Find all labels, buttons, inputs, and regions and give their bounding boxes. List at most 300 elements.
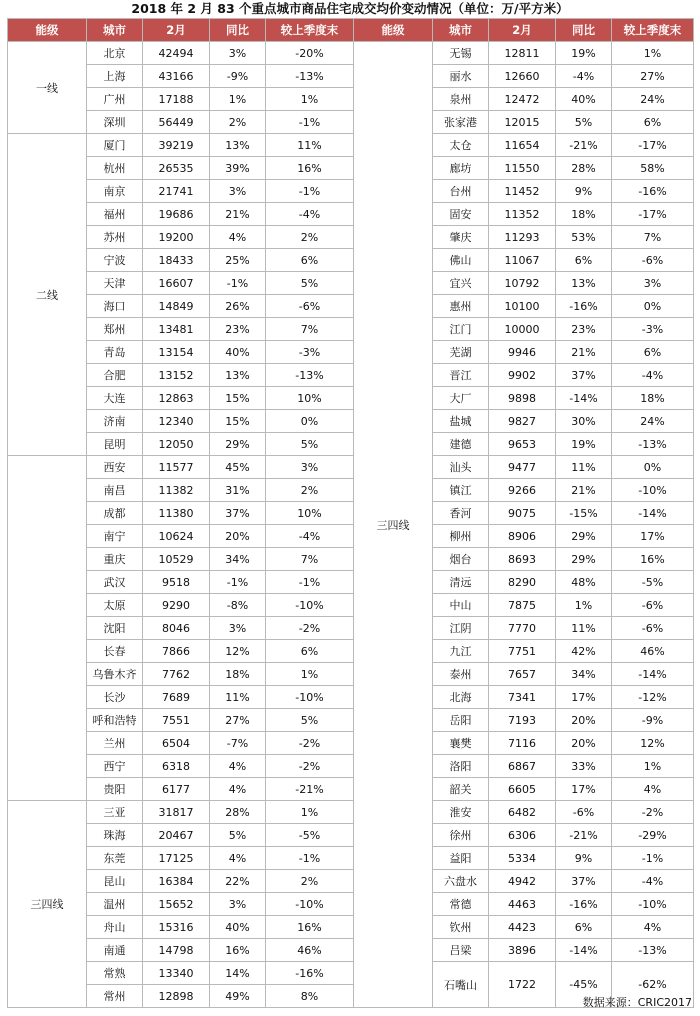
feb-price-cell: 4463 bbox=[489, 893, 556, 916]
table-row bbox=[8, 203, 694, 226]
header-feb-right: 2月 bbox=[489, 19, 556, 42]
yoy-change-cell: 21% bbox=[556, 479, 612, 502]
table-row bbox=[8, 111, 694, 134]
city-cell: 益阳 bbox=[433, 847, 489, 870]
yoy-change-cell: 28% bbox=[556, 157, 612, 180]
table-row bbox=[8, 732, 694, 755]
city-cell: 沈阳 bbox=[87, 617, 143, 640]
yoy-change-cell: -16% bbox=[556, 295, 612, 318]
feb-price-cell: 12898 bbox=[143, 985, 210, 1008]
feb-price-cell: 1722 bbox=[489, 962, 556, 1008]
yoy-change-cell: 11% bbox=[210, 686, 266, 709]
qoq-change-cell: 4% bbox=[612, 916, 694, 939]
qoq-change-cell: -3% bbox=[266, 341, 354, 364]
feb-price-cell: 17188 bbox=[143, 88, 210, 111]
yoy-change-cell: 6% bbox=[556, 916, 612, 939]
tier-cell: 三四线 bbox=[8, 801, 87, 1008]
qoq-change-cell: -6% bbox=[612, 594, 694, 617]
yoy-change-cell: 22% bbox=[210, 870, 266, 893]
feb-price-cell: 6306 bbox=[489, 824, 556, 847]
yoy-change-cell: -7% bbox=[210, 732, 266, 755]
qoq-change-cell: 2% bbox=[266, 870, 354, 893]
qoq-change-cell: -13% bbox=[266, 65, 354, 88]
yoy-change-cell: 16% bbox=[210, 939, 266, 962]
qoq-change-cell: 1% bbox=[266, 663, 354, 686]
qoq-change-cell: -17% bbox=[612, 203, 694, 226]
qoq-change-cell: 1% bbox=[612, 42, 694, 65]
city-cell: 舟山 bbox=[87, 916, 143, 939]
city-cell: 福州 bbox=[87, 203, 143, 226]
yoy-change-cell: 26% bbox=[210, 295, 266, 318]
city-cell: 乌鲁木齐 bbox=[87, 663, 143, 686]
table-row bbox=[8, 180, 694, 203]
yoy-change-cell: 23% bbox=[210, 318, 266, 341]
qoq-change-cell: -17% bbox=[612, 134, 694, 157]
yoy-change-cell: 45% bbox=[210, 456, 266, 479]
table-row bbox=[8, 65, 694, 88]
yoy-change-cell: 15% bbox=[210, 387, 266, 410]
feb-price-cell: 9266 bbox=[489, 479, 556, 502]
city-cell: 贵阳 bbox=[87, 778, 143, 801]
city-cell: 西安 bbox=[87, 456, 143, 479]
table-row bbox=[8, 594, 694, 617]
yoy-change-cell: 3% bbox=[210, 893, 266, 916]
feb-price-cell: 6605 bbox=[489, 778, 556, 801]
price-table bbox=[7, 18, 694, 1008]
city-cell: 芜湖 bbox=[433, 341, 489, 364]
table-row bbox=[8, 571, 694, 594]
header-qoq-right: 较上季度末 bbox=[612, 19, 694, 42]
qoq-change-cell: -6% bbox=[612, 249, 694, 272]
yoy-change-cell: -8% bbox=[210, 594, 266, 617]
city-cell: 台州 bbox=[433, 180, 489, 203]
city-cell: 丽水 bbox=[433, 65, 489, 88]
table-row bbox=[8, 364, 694, 387]
yoy-change-cell: 1% bbox=[556, 594, 612, 617]
city-cell: 烟台 bbox=[433, 548, 489, 571]
qoq-change-cell: -20% bbox=[266, 42, 354, 65]
qoq-change-cell: -2% bbox=[266, 732, 354, 755]
yoy-change-cell: 2% bbox=[210, 111, 266, 134]
qoq-change-cell: 1% bbox=[612, 755, 694, 778]
city-cell: 青岛 bbox=[87, 341, 143, 364]
qoq-change-cell: 10% bbox=[266, 502, 354, 525]
feb-price-cell: 16384 bbox=[143, 870, 210, 893]
yoy-change-cell: -6% bbox=[556, 801, 612, 824]
feb-price-cell: 56449 bbox=[143, 111, 210, 134]
qoq-change-cell: -21% bbox=[266, 778, 354, 801]
table-row bbox=[8, 272, 694, 295]
yoy-change-cell: 27% bbox=[210, 709, 266, 732]
feb-price-cell: 26535 bbox=[143, 157, 210, 180]
city-cell: 无锡 bbox=[433, 42, 489, 65]
city-cell: 济南 bbox=[87, 410, 143, 433]
table-row bbox=[8, 502, 694, 525]
feb-price-cell: 8693 bbox=[489, 548, 556, 571]
qoq-change-cell: 24% bbox=[612, 410, 694, 433]
header-city-right: 城市 bbox=[433, 19, 489, 42]
city-cell: 重庆 bbox=[87, 548, 143, 571]
city-cell: 天津 bbox=[87, 272, 143, 295]
yoy-change-cell: -16% bbox=[556, 893, 612, 916]
feb-price-cell: 12050 bbox=[143, 433, 210, 456]
yoy-change-cell: 3% bbox=[210, 180, 266, 203]
feb-price-cell: 7751 bbox=[489, 640, 556, 663]
yoy-change-cell: 37% bbox=[556, 870, 612, 893]
city-cell: 石嘴山 bbox=[433, 962, 489, 1008]
city-cell: 柳州 bbox=[433, 525, 489, 548]
data-source-note: 数据来源：CRIC2017 bbox=[582, 996, 692, 1009]
feb-price-cell: 13154 bbox=[143, 341, 210, 364]
city-cell: 长春 bbox=[87, 640, 143, 663]
city-cell: 香河 bbox=[433, 502, 489, 525]
yoy-change-cell: -4% bbox=[556, 65, 612, 88]
feb-price-cell: 13152 bbox=[143, 364, 210, 387]
qoq-change-cell: 0% bbox=[266, 410, 354, 433]
qoq-change-cell: -4% bbox=[612, 364, 694, 387]
city-cell: 大连 bbox=[87, 387, 143, 410]
table-row bbox=[8, 479, 694, 502]
feb-price-cell: 11577 bbox=[143, 456, 210, 479]
qoq-change-cell: -4% bbox=[266, 203, 354, 226]
feb-price-cell: 11654 bbox=[489, 134, 556, 157]
qoq-change-cell: -10% bbox=[612, 893, 694, 916]
city-cell: 肇庆 bbox=[433, 226, 489, 249]
qoq-change-cell: -14% bbox=[612, 663, 694, 686]
city-cell: 吕梁 bbox=[433, 939, 489, 962]
feb-price-cell: 9075 bbox=[489, 502, 556, 525]
city-cell: 杭州 bbox=[87, 157, 143, 180]
feb-price-cell: 7657 bbox=[489, 663, 556, 686]
city-cell: 九江 bbox=[433, 640, 489, 663]
feb-price-cell: 7116 bbox=[489, 732, 556, 755]
yoy-change-cell: -45% bbox=[556, 962, 612, 1008]
feb-price-cell: 15316 bbox=[143, 916, 210, 939]
qoq-change-cell: 6% bbox=[266, 249, 354, 272]
table-row bbox=[8, 387, 694, 410]
feb-price-cell: 9902 bbox=[489, 364, 556, 387]
qoq-change-cell: -5% bbox=[266, 824, 354, 847]
yoy-change-cell: -9% bbox=[210, 65, 266, 88]
header-yoy: 同比 bbox=[210, 19, 266, 42]
table-title: 2018 年 2 月 83 个重点城市商品住宅成交均价变动情况（单位：万/平方米） bbox=[131, 1, 569, 16]
feb-price-cell: 10000 bbox=[489, 318, 556, 341]
city-cell: 苏州 bbox=[87, 226, 143, 249]
tier-cell bbox=[8, 456, 87, 801]
qoq-change-cell: 3% bbox=[266, 456, 354, 479]
qoq-change-cell: 12% bbox=[612, 732, 694, 755]
yoy-change-cell: 12% bbox=[210, 640, 266, 663]
feb-price-cell: 12015 bbox=[489, 111, 556, 134]
feb-price-cell: 42494 bbox=[143, 42, 210, 65]
table-row bbox=[8, 640, 694, 663]
qoq-change-cell: -4% bbox=[612, 870, 694, 893]
city-cell: 廊坊 bbox=[433, 157, 489, 180]
tier-cell: 一线 bbox=[8, 42, 87, 134]
city-cell: 宜兴 bbox=[433, 272, 489, 295]
qoq-change-cell: -13% bbox=[612, 939, 694, 962]
city-cell: 大厂 bbox=[433, 387, 489, 410]
qoq-change-cell: 5% bbox=[266, 433, 354, 456]
table-row bbox=[8, 755, 694, 778]
feb-price-cell: 43166 bbox=[143, 65, 210, 88]
yoy-change-cell: 31% bbox=[210, 479, 266, 502]
qoq-change-cell: 6% bbox=[612, 111, 694, 134]
qoq-change-cell: -10% bbox=[266, 893, 354, 916]
qoq-change-cell: 46% bbox=[266, 939, 354, 962]
feb-price-cell: 11067 bbox=[489, 249, 556, 272]
qoq-change-cell: 1% bbox=[266, 801, 354, 824]
qoq-change-cell: 5% bbox=[266, 272, 354, 295]
city-cell: 南宁 bbox=[87, 525, 143, 548]
feb-price-cell: 20467 bbox=[143, 824, 210, 847]
feb-price-cell: 11352 bbox=[489, 203, 556, 226]
yoy-change-cell: 5% bbox=[556, 111, 612, 134]
qoq-change-cell: 7% bbox=[266, 548, 354, 571]
yoy-change-cell: -1% bbox=[210, 272, 266, 295]
yoy-change-cell: 48% bbox=[556, 571, 612, 594]
feb-price-cell: 9827 bbox=[489, 410, 556, 433]
city-cell: 海口 bbox=[87, 295, 143, 318]
feb-price-cell: 12811 bbox=[489, 42, 556, 65]
feb-price-cell: 11382 bbox=[143, 479, 210, 502]
feb-price-cell: 19200 bbox=[143, 226, 210, 249]
feb-price-cell: 6482 bbox=[489, 801, 556, 824]
city-cell: 钦州 bbox=[433, 916, 489, 939]
yoy-change-cell: 18% bbox=[210, 663, 266, 686]
yoy-change-cell: 17% bbox=[556, 686, 612, 709]
city-cell: 江门 bbox=[433, 318, 489, 341]
qoq-change-cell: 16% bbox=[266, 157, 354, 180]
yoy-change-cell: -14% bbox=[556, 387, 612, 410]
city-cell: 宁波 bbox=[87, 249, 143, 272]
qoq-change-cell: 8% bbox=[266, 985, 354, 1008]
city-cell: 南通 bbox=[87, 939, 143, 962]
feb-price-cell: 9518 bbox=[143, 571, 210, 594]
feb-price-cell: 9477 bbox=[489, 456, 556, 479]
qoq-change-cell: -62% bbox=[612, 962, 694, 1008]
feb-price-cell: 9898 bbox=[489, 387, 556, 410]
qoq-change-cell: -13% bbox=[266, 364, 354, 387]
city-cell: 上海 bbox=[87, 65, 143, 88]
qoq-change-cell: 46% bbox=[612, 640, 694, 663]
yoy-change-cell: 14% bbox=[210, 962, 266, 985]
qoq-change-cell: 58% bbox=[612, 157, 694, 180]
qoq-change-cell: -9% bbox=[612, 709, 694, 732]
city-cell: 岳阳 bbox=[433, 709, 489, 732]
feb-price-cell: 7866 bbox=[143, 640, 210, 663]
city-cell: 泰州 bbox=[433, 663, 489, 686]
feb-price-cell: 7551 bbox=[143, 709, 210, 732]
table-row bbox=[8, 433, 694, 456]
feb-price-cell: 15652 bbox=[143, 893, 210, 916]
table-row bbox=[8, 617, 694, 640]
qoq-change-cell: -2% bbox=[266, 755, 354, 778]
table-row bbox=[8, 295, 694, 318]
yoy-change-cell: 21% bbox=[210, 203, 266, 226]
yoy-change-cell: 19% bbox=[556, 42, 612, 65]
qoq-change-cell: -10% bbox=[612, 479, 694, 502]
table-row bbox=[8, 157, 694, 180]
feb-price-cell: 6318 bbox=[143, 755, 210, 778]
yoy-change-cell: 11% bbox=[556, 617, 612, 640]
city-cell: 常州 bbox=[87, 985, 143, 1008]
price-table-wrapper bbox=[7, 18, 694, 1008]
yoy-change-cell: 53% bbox=[556, 226, 612, 249]
feb-price-cell: 14798 bbox=[143, 939, 210, 962]
feb-price-cell: 8906 bbox=[489, 525, 556, 548]
qoq-change-cell: 2% bbox=[266, 226, 354, 249]
city-cell: 珠海 bbox=[87, 824, 143, 847]
qoq-change-cell: -16% bbox=[612, 180, 694, 203]
qoq-change-cell: 7% bbox=[266, 318, 354, 341]
city-cell: 广州 bbox=[87, 88, 143, 111]
table-row bbox=[8, 88, 694, 111]
feb-price-cell: 7341 bbox=[489, 686, 556, 709]
yoy-change-cell: 40% bbox=[210, 341, 266, 364]
qoq-change-cell: 18% bbox=[612, 387, 694, 410]
yoy-change-cell: 18% bbox=[556, 203, 612, 226]
city-cell: 太原 bbox=[87, 594, 143, 617]
city-cell: 中山 bbox=[433, 594, 489, 617]
yoy-change-cell: 28% bbox=[210, 801, 266, 824]
qoq-change-cell: -3% bbox=[612, 318, 694, 341]
qoq-change-cell: 6% bbox=[266, 640, 354, 663]
yoy-change-cell: 37% bbox=[210, 502, 266, 525]
city-cell: 建德 bbox=[433, 433, 489, 456]
qoq-change-cell: -5% bbox=[612, 571, 694, 594]
city-cell: 长沙 bbox=[87, 686, 143, 709]
qoq-change-cell: 16% bbox=[266, 916, 354, 939]
yoy-change-cell: 21% bbox=[556, 341, 612, 364]
qoq-change-cell: 11% bbox=[266, 134, 354, 157]
feb-price-cell: 7193 bbox=[489, 709, 556, 732]
qoq-change-cell: -13% bbox=[612, 433, 694, 456]
feb-price-cell: 17125 bbox=[143, 847, 210, 870]
city-cell: 常熟 bbox=[87, 962, 143, 985]
table-row bbox=[8, 893, 694, 916]
qoq-change-cell: -4% bbox=[266, 525, 354, 548]
qoq-change-cell: 24% bbox=[612, 88, 694, 111]
feb-price-cell: 9290 bbox=[143, 594, 210, 617]
table-row bbox=[8, 134, 694, 157]
yoy-change-cell: 3% bbox=[210, 617, 266, 640]
table-row bbox=[8, 456, 694, 479]
table-row bbox=[8, 341, 694, 364]
table-row bbox=[8, 847, 694, 870]
feb-price-cell: 11293 bbox=[489, 226, 556, 249]
table-row bbox=[8, 686, 694, 709]
yoy-change-cell: 25% bbox=[210, 249, 266, 272]
city-cell: 南京 bbox=[87, 180, 143, 203]
city-cell: 汕头 bbox=[433, 456, 489, 479]
city-cell: 佛山 bbox=[433, 249, 489, 272]
city-cell: 固安 bbox=[433, 203, 489, 226]
table-row bbox=[8, 870, 694, 893]
feb-price-cell: 39219 bbox=[143, 134, 210, 157]
feb-price-cell: 12660 bbox=[489, 65, 556, 88]
feb-price-cell: 11550 bbox=[489, 157, 556, 180]
yoy-change-cell: 23% bbox=[556, 318, 612, 341]
yoy-change-cell: 42% bbox=[556, 640, 612, 663]
yoy-change-cell: 29% bbox=[556, 525, 612, 548]
feb-price-cell: 13340 bbox=[143, 962, 210, 985]
city-cell: 昆明 bbox=[87, 433, 143, 456]
qoq-change-cell: -2% bbox=[612, 801, 694, 824]
city-cell: 张家港 bbox=[433, 111, 489, 134]
yoy-change-cell: 29% bbox=[210, 433, 266, 456]
table-row bbox=[8, 824, 694, 847]
feb-price-cell: 6504 bbox=[143, 732, 210, 755]
qoq-change-cell: 7% bbox=[612, 226, 694, 249]
qoq-change-cell: 5% bbox=[266, 709, 354, 732]
city-cell: 淮安 bbox=[433, 801, 489, 824]
yoy-change-cell: 20% bbox=[556, 732, 612, 755]
qoq-change-cell: 1% bbox=[266, 88, 354, 111]
yoy-change-cell: 15% bbox=[210, 410, 266, 433]
header-tier-right: 能级 bbox=[354, 19, 433, 42]
yoy-change-cell: 13% bbox=[210, 364, 266, 387]
tier-cell: 二线 bbox=[8, 134, 87, 456]
city-cell: 北京 bbox=[87, 42, 143, 65]
qoq-change-cell: -1% bbox=[266, 571, 354, 594]
table-row bbox=[8, 249, 694, 272]
yoy-change-cell: 3% bbox=[210, 42, 266, 65]
header-feb: 2月 bbox=[143, 19, 210, 42]
table-row bbox=[8, 548, 694, 571]
qoq-change-cell: 2% bbox=[266, 479, 354, 502]
city-cell: 徐州 bbox=[433, 824, 489, 847]
feb-price-cell: 12340 bbox=[143, 410, 210, 433]
qoq-change-cell: -1% bbox=[266, 847, 354, 870]
city-cell: 北海 bbox=[433, 686, 489, 709]
qoq-change-cell: -2% bbox=[266, 617, 354, 640]
city-cell: 武汉 bbox=[87, 571, 143, 594]
qoq-change-cell: -1% bbox=[612, 847, 694, 870]
feb-price-cell: 4423 bbox=[489, 916, 556, 939]
yoy-change-cell: 4% bbox=[210, 226, 266, 249]
feb-price-cell: 18433 bbox=[143, 249, 210, 272]
city-cell: 镇江 bbox=[433, 479, 489, 502]
table-row bbox=[8, 916, 694, 939]
feb-price-cell: 6177 bbox=[143, 778, 210, 801]
qoq-change-cell: 0% bbox=[612, 456, 694, 479]
city-cell: 襄樊 bbox=[433, 732, 489, 755]
qoq-change-cell: 3% bbox=[612, 272, 694, 295]
yoy-change-cell: 4% bbox=[210, 847, 266, 870]
qoq-change-cell: -6% bbox=[266, 295, 354, 318]
table-row bbox=[8, 778, 694, 801]
city-cell: 洛阳 bbox=[433, 755, 489, 778]
city-cell: 常德 bbox=[433, 893, 489, 916]
city-cell: 晋江 bbox=[433, 364, 489, 387]
feb-price-cell: 8046 bbox=[143, 617, 210, 640]
yoy-change-cell: 29% bbox=[556, 548, 612, 571]
feb-price-cell: 9653 bbox=[489, 433, 556, 456]
qoq-change-cell: -6% bbox=[612, 617, 694, 640]
yoy-change-cell: -21% bbox=[556, 824, 612, 847]
feb-price-cell: 10529 bbox=[143, 548, 210, 571]
yoy-change-cell: 9% bbox=[556, 847, 612, 870]
qoq-change-cell: -1% bbox=[266, 111, 354, 134]
feb-price-cell: 6867 bbox=[489, 755, 556, 778]
yoy-change-cell: 5% bbox=[210, 824, 266, 847]
feb-price-cell: 7762 bbox=[143, 663, 210, 686]
yoy-change-cell: 34% bbox=[556, 663, 612, 686]
feb-price-cell: 14849 bbox=[143, 295, 210, 318]
feb-price-cell: 7689 bbox=[143, 686, 210, 709]
city-cell: 南昌 bbox=[87, 479, 143, 502]
